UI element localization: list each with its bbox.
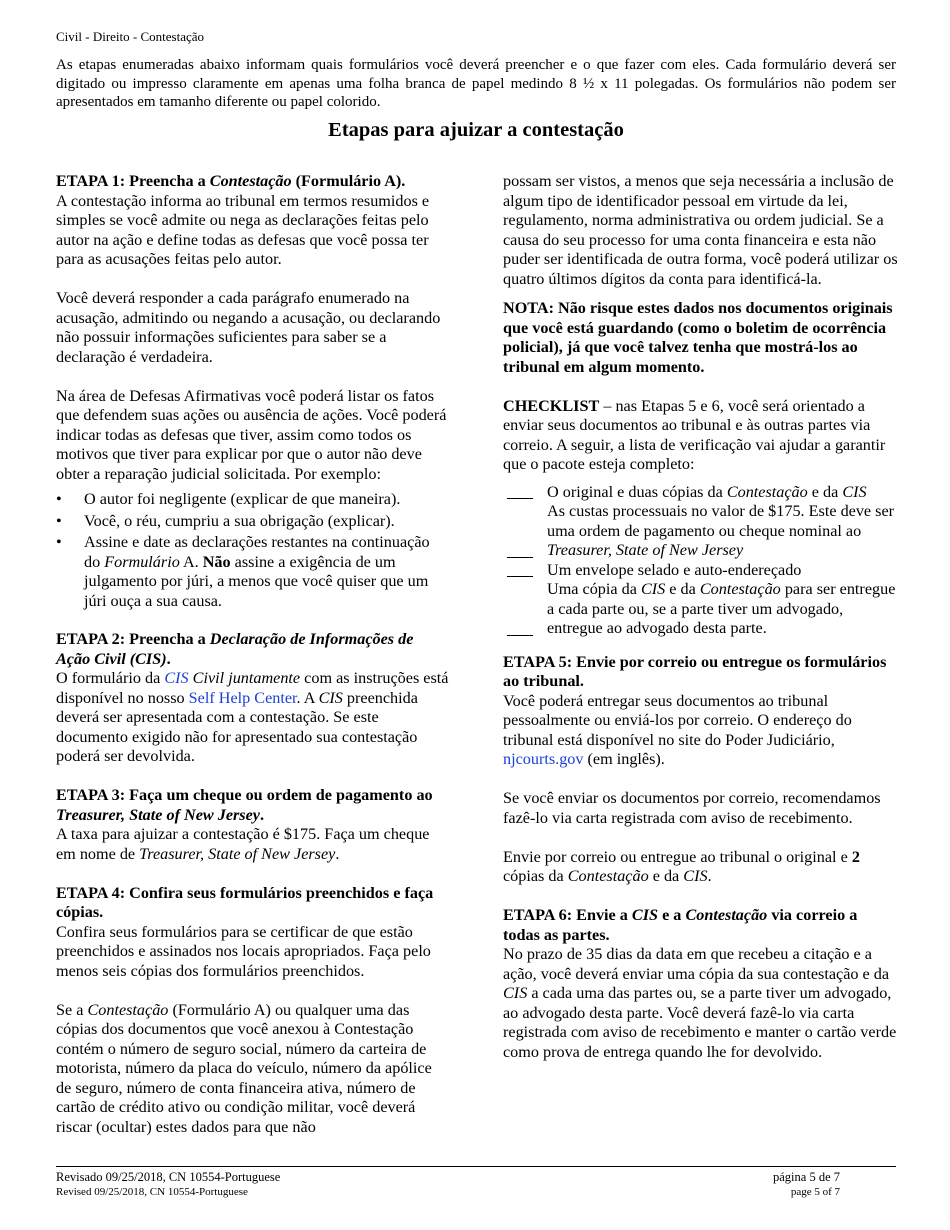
page-number: page 5 of 7 [790, 1186, 840, 1198]
cis-form-link[interactable]: CIS [164, 669, 189, 687]
checklist-blank-line[interactable] [503, 561, 547, 581]
step5-paragraph-2: Se você enviar os documentos por correio, recomendamos fazê-lo via carta registrada com aviso de recebimento. [503, 789, 881, 827]
step3-paragraph: A taxa para ajuizar a contestação é $175. Faça um cheque em nome de Treasurer, State of New Jersey. [56, 825, 430, 863]
checklist-blank-line[interactable] [503, 483, 547, 503]
revision-note: Revisado 09/25/2018, CN 10554-Portuguese [56, 1170, 281, 1184]
document-header: Civil - Direito - Contestação [56, 29, 205, 44]
bullet: • [56, 533, 62, 551]
step2-paragraph: O formulário da CIS Civil juntamente com as instruções está disponível no nosso Self Help Center. A CIS preenchida deverá ser apresentada com a contestação. Se este documento exigido não for apresentado sua contestação poderá ser devolvida. [56, 669, 449, 765]
checklist-item: As custas processuais no valor de $175. Este deve ser uma ordem de pagamento ou cheque nominal ao Treasurer, State of New Jersey [503, 502, 898, 561]
step1-paragraph-1: A contestação informa ao tribunal em termos resumidos e simples se você admite ou nega as declarações feitas pelo autor na ação e define todas as defesas que você possa ter para as acusações feitas pelo autor. [56, 191, 430, 268]
footer-line-portuguese [56, 1170, 896, 1185]
checklist-item: Um envelope selado e auto-endereçado [503, 561, 898, 581]
checklist-blank-line[interactable] [503, 502, 547, 561]
revision-note: Revised 09/25/2018, CN 10554-Portuguese [56, 1186, 248, 1198]
step3-heading: ETAPA 3: Faça um cheque ou ordem de pagamento ao Treasurer, State of New Jersey. [56, 786, 433, 824]
njcourts-link[interactable]: njcourts.gov [503, 750, 584, 768]
page-title: Etapas para ajuizar a contestação [328, 119, 624, 141]
step4-paragraph-1: Confira seus formulários para se certificar de que estão preenchidos e assinados nos locais apropriados. Faça pelo menos seis cópias dos formulários preenchidos. [56, 922, 431, 980]
checklist-item: O original e duas cópias da Contestação e da CIS [503, 483, 898, 503]
right-column [503, 172, 898, 1062]
step1-paragraph-3: Na área de Defesas Afirmativas você poderá listar os fatos que defendem suas ações ou ausência de ações. Você poderá indicar todas as defesas que tiver, assim como todos os motivos que tiver para explicar por que o autor não deve obter a reparação judicial solicitada. Por exemplo: [56, 386, 447, 483]
page-number: página 5 de 7 [773, 1170, 840, 1184]
step5-paragraph-3: Envie por correio ou entregue ao tribunal o original e 2 cópias da Contestação e da CIS. [503, 847, 860, 885]
list-item: • Você, o réu, cumpriu a sua obrigação (explicar). [56, 511, 395, 530]
self-help-center-link[interactable]: Self Help Center [188, 688, 297, 707]
checklist [503, 483, 898, 639]
document-page [56, 0, 896, 1230]
bullet: • [56, 490, 62, 508]
checklist-item: Uma cópia da CIS e da Contestação para ser entregue a cada parte ou, se a parte tiver um advogado, entregue ao advogado desta parte. [503, 580, 898, 639]
checklist-intro: CHECKLIST – nas Etapas 5 e 6, você será orientado a enviar seus documentos ao tribunal e às outras partes via correio. A seguir, a lista de verificação vai ajudar a garantir que o pacote esteja completo: [503, 396, 886, 473]
checklist-blank-line[interactable] [503, 580, 547, 639]
step1-heading: ETAPA 1: Preencha a Contestação (Formulário A). [56, 172, 406, 190]
step6-paragraph: No prazo de 35 dias da data em que recebeu a citação e a ação, você deverá enviar uma cópia da sua contestação e da CIS a cada uma das partes ou, se a parte tiver um advogado, ao advogado desta parte. Você deverá fazê-lo via carta registrada com aviso de recebimento e manter o cartão verde como prova de entrega quando lhe for devolvido. [503, 945, 897, 1061]
left-column [56, 172, 449, 1137]
step4-heading: ETAPA 4: Confira seus formulários preenchidos e faça cópias. [56, 883, 434, 921]
step4-paragraph-2: Se a Contestação (Formulário A) ou qualquer uma das cópias dos documentos que você anexou à Contestação contém o número de seguro social, número da carteira de motorista, número da placa do veículo, número da apólice de seguro, número de conta financeira ativa, número de cartão de crédito ativo ou condição militar, você deverá riscar (ocultar) estes dados para que não [56, 1000, 432, 1136]
step5-heading: ETAPA 5: Envie por correio ou entregue os formulários ao tribunal. [503, 652, 887, 690]
step4-paragraph-2-continued: possam ser vistos, a menos que seja necessária a inclusão de algum tipo de identificador pessoal em virtude da lei, regulamento, norma administrativa ou ordem judicial. Se a causa do seu processo for uma conta financeira e esta não puder ser identificada de outra forma, você poderá utilizar os quatro últimos dígitos da conta para identificá-la. [503, 172, 898, 288]
list-item: • O autor foi negligente (explicar de que maneira). [56, 490, 401, 508]
step2-heading: ETAPA 2: Preencha a Declaração de Informações de Ação Civil (CIS). [56, 630, 414, 668]
bullet: • [56, 511, 62, 530]
list-item: • Assine e date as declarações restantes na continuação do Formulário A. Não assine a exigência de um julgamento por júri, a menos que você quiser que um júri ouça a sua causa. [56, 533, 430, 610]
step1-paragraph-2: Você deverá responder a cada parágrafo enumerado na acusação, admitindo ou negando a acusação, ou declarando não possuir informações suficientes para saber se a declaração é verdadeira. [56, 289, 441, 366]
nota-paragraph: NOTA: Não risque estes dados nos documentos originais que você está guardando (como o boletim de ocorrência policial), já que você talvez tenha que mostrá-los ao tribunal em algum momento. [503, 299, 893, 376]
footer-line-english [56, 1186, 896, 1198]
intro-paragraph: As etapas enumeradas abaixo informam quais formulários você deverá preencher e o que fazer com eles. Cada formulário deverá ser digitado ou impresso claramente em apenas uma folha branca de papel medindo 8 ½ x 11 polegadas. Os formulários não podem ser apresentados em tamanho diferente ou papel colorido. [56, 57, 896, 110]
step6-heading: ETAPA 6: Envie a CIS e a Contestação via correio a todas as partes. [503, 906, 858, 944]
footer-divider [56, 1166, 896, 1167]
step5-paragraph-1: Você poderá entregar seus documentos ao tribunal pessoalmente ou enviá-los por correio. O endereço do tribunal está disponível no site do Poder Judiciário, njcourts.gov (em inglês). [503, 691, 852, 768]
defense-examples-list [56, 490, 449, 611]
